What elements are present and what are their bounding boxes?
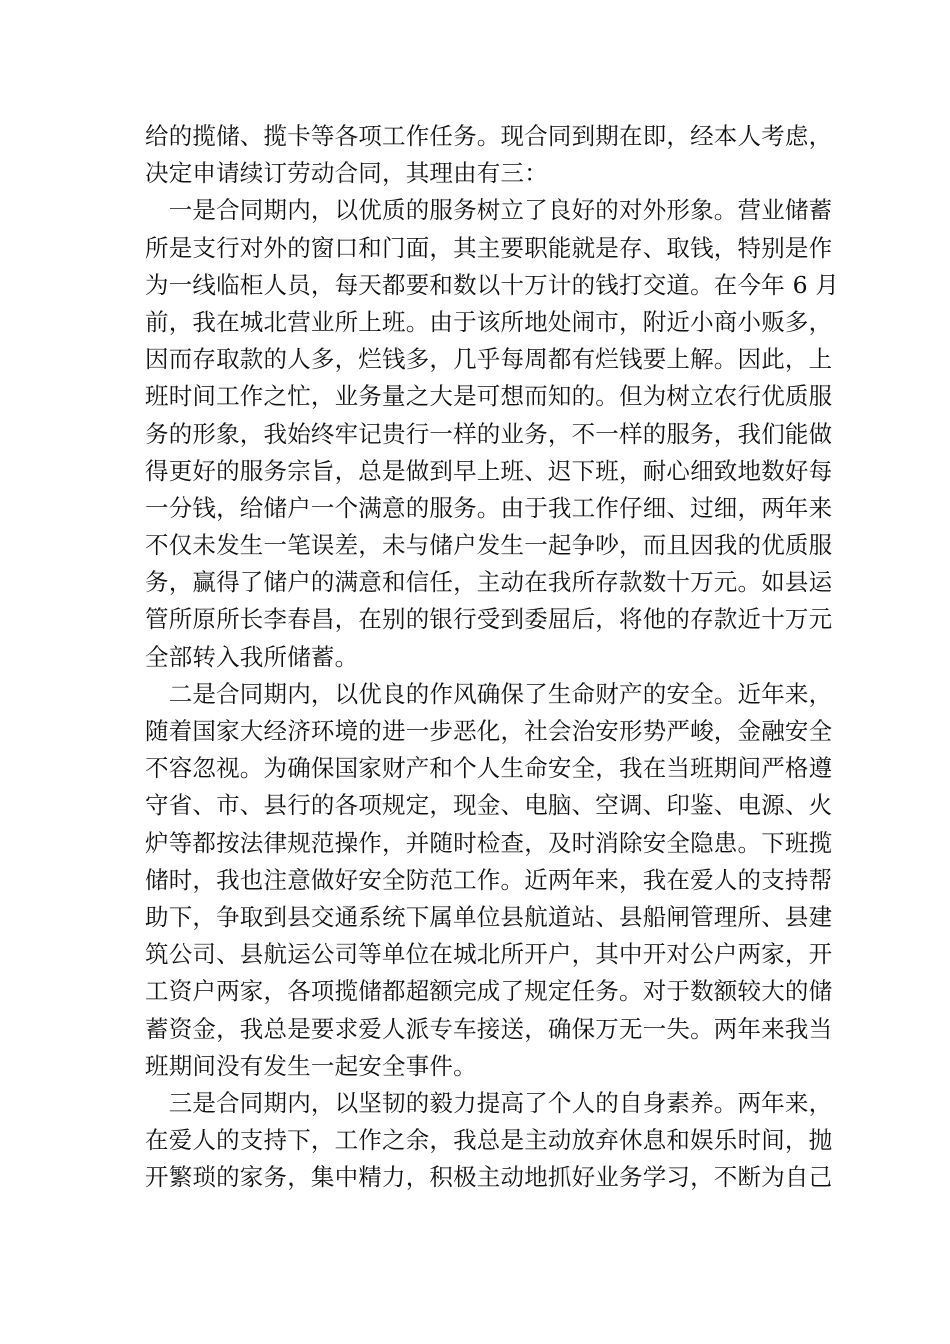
text-line: 筑公司、县航运公司等单位在城北所开户，其中开对公户两家，开 [145, 940, 833, 969]
text-line: 助下，争取到县交通系统下属单位县航道站、县船闸管理所、县建 [145, 902, 833, 931]
text-line: 一是合同期内，以优质的服务树立了良好的对外形象。营业储蓄 [145, 196, 833, 225]
text-line: 蓄资金，我总是要求爱人派专车接送，确保万无一失。两年来我当 [145, 1014, 833, 1043]
text-line: 班期间没有发生一起安全事件。 [145, 1051, 477, 1080]
text-line: 全部转入我所储蓄。 [145, 642, 359, 671]
text-line: 班时间工作之忙，业务量之大是可想而知的。但为树立农行优质服 [145, 382, 833, 411]
text-line: 不容忽视。为确保国家财产和个人生命安全，我在当班期间严格遵 [145, 754, 833, 783]
text-line: 守省、市、县行的各项规定，现金、电脑、空调、印鉴、电源、火 [145, 791, 833, 820]
text-line: 给的揽储、揽卡等各项工作任务。现合同到期在即，经本人考虑， [145, 122, 833, 150]
text-line: 决定申请续订劳动合同，其理由有三： [145, 159, 548, 188]
text-line: 随着国家大经济环境的进一步恶化，社会治安形势严峻，金融安全 [145, 717, 833, 745]
text-line: 三是合同期内，以坚韧的毅力提高了个人的自身素养。两年来， [145, 1088, 833, 1117]
text-line: 所是支行对外的窗口和门面，其主要职能就是存、取钱，特别是作 [145, 233, 833, 262]
paragraph-reason-one [145, 192, 840, 675]
text-line: 炉等都按法律规范操作，并随时检查，及时消除安全隐患。下班揽 [145, 828, 833, 857]
paragraph-reason-three [145, 1085, 833, 1197]
text-line: 一分钱，给储户一个满意的服务。由于我工作仔细、过细，两年来 [145, 493, 833, 522]
paragraph-intro-continuation [145, 118, 833, 192]
text-line: 得更好的服务宗旨，总是做到早上班、迟下班，耐心细致地数好每 [145, 456, 833, 485]
text-line: 储时，我也注意做好安全防范工作。近两年来，我在爱人的支持帮 [145, 865, 833, 894]
text-line: 前，我在城北营业所上班。由于该所地处闹市，附近小商小贩多， [145, 307, 833, 336]
text-line: 开繁琐的家务，集中精力，积极主动地抓好业务学习，不断为自己 [145, 1163, 833, 1192]
text-line: 因而存取款的人多，烂钱多，几乎每周都有烂钱要上解。因此，上 [145, 345, 833, 374]
text-line: 务，赢得了储户的满意和信任，主动在我所存款数十万元。如县运 [145, 568, 833, 597]
paragraph-reason-two [145, 676, 833, 1085]
text-line: 管所原所长李春昌，在别的银行受到委屈后，将他的存款近十万元 [145, 605, 833, 634]
document-body [145, 118, 840, 1196]
text-line: 在爱人的支持下，工作之余，我总是主动放弃休息和娱乐时间，抛 [145, 1126, 833, 1155]
text-line: 工资户两家，各项揽储都超额完成了规定任务。对于数额较大的储 [145, 977, 833, 1006]
text-line: 二是合同期内，以优良的作风确保了生命财产的安全。近年来， [145, 679, 833, 708]
text-line: 不仅未发生一笔误差，未与储户发生一起争吵，而且因我的优质服 [145, 531, 833, 560]
text-line: 为一线临柜人员，每天都要和数以十万计的钱打交道。在今年 6 月 [145, 270, 840, 299]
text-line: 务的形象，我始终牢记贵行一样的业务，不一样的服务，我们能做 [145, 419, 833, 448]
